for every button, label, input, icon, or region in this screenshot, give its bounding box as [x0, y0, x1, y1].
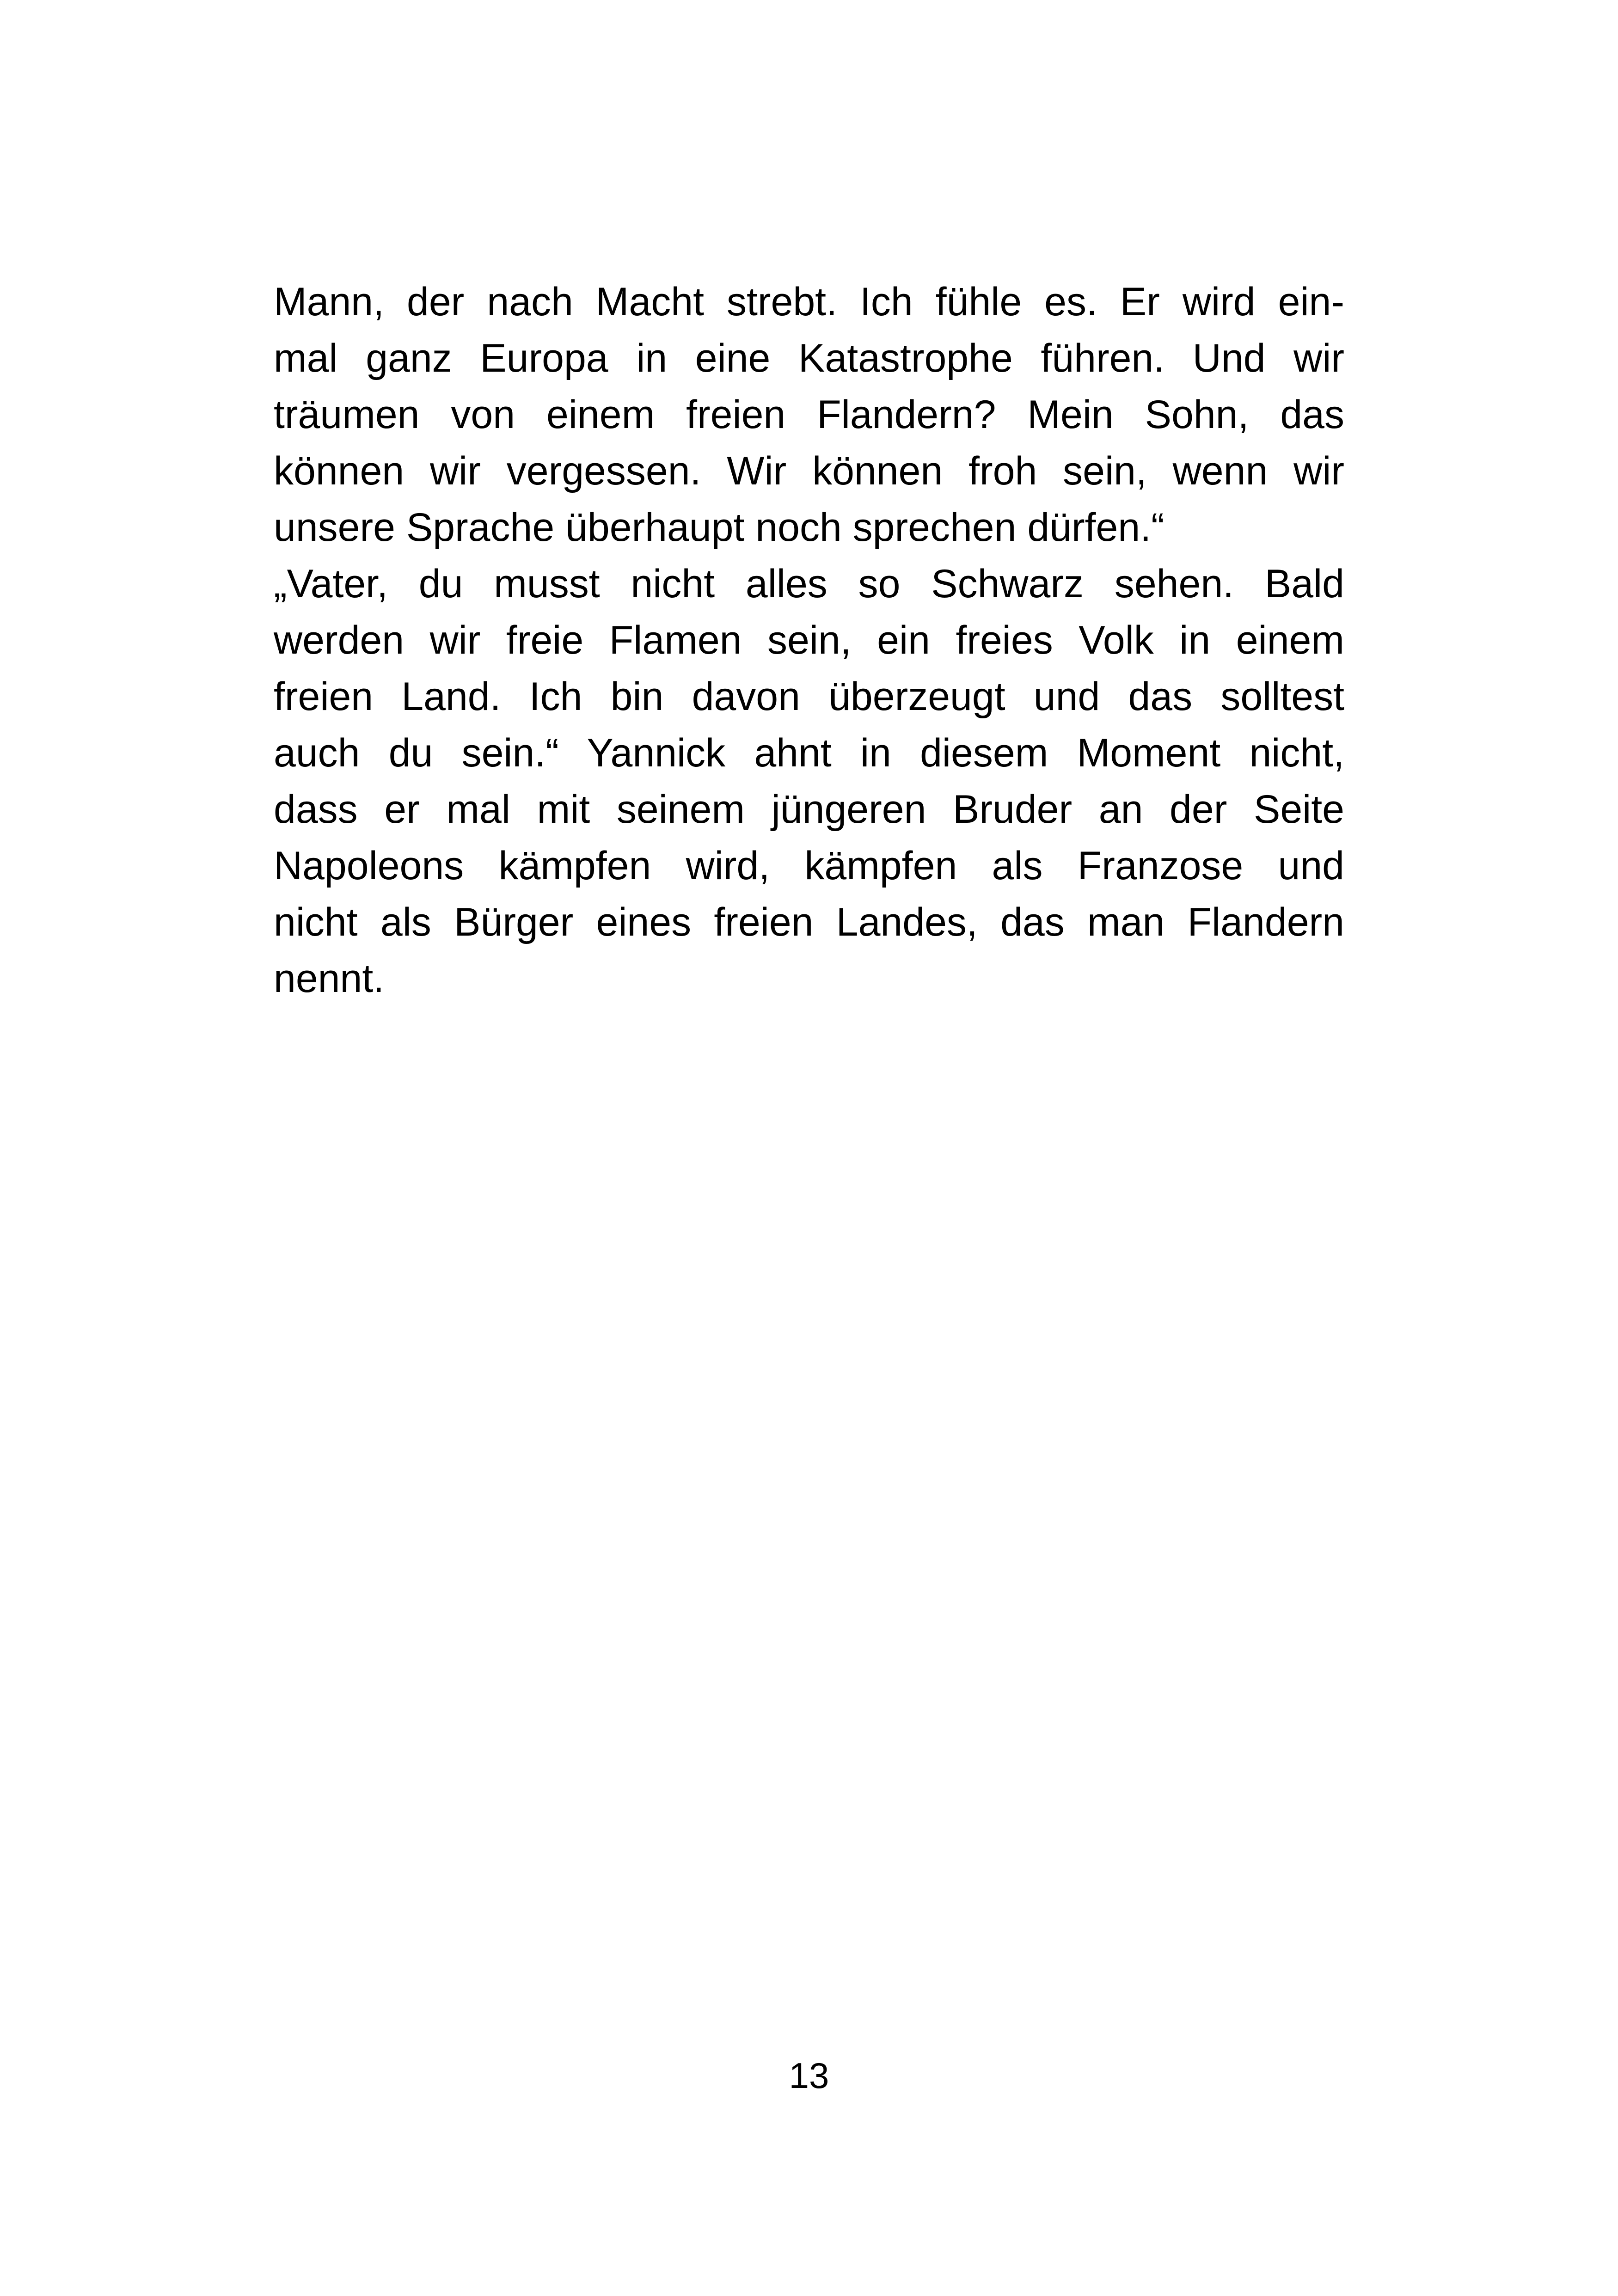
text-line: nicht als Bürger eines freien Landes, das man Flandern [274, 900, 1344, 944]
text-line: Mann, der nach Macht strebt. Ich fühle es. Er wird ein- [274, 280, 1344, 324]
text-line: Napoleons kämpfen wird, kämpfen als Franzose und [274, 844, 1344, 888]
text-line: träumen von einem freien Flandern? Mein Sohn, das [274, 392, 1344, 437]
text-line: auch du sein.“ Yannick ahnt in diesem Moment nicht, [274, 731, 1344, 775]
text-line: können wir vergessen. Wir können froh sein, wenn wir [274, 449, 1344, 493]
text-line: werden wir freie Flamen sein, ein freies Volk in einem [274, 618, 1344, 662]
text-line: nennt. [274, 956, 385, 1001]
body-text [274, 274, 1344, 1007]
text-line: mal ganz Europa in eine Katastrophe führen. Und wir [274, 336, 1344, 380]
text-line: dass er mal mit seinem jüngeren Bruder an der Seite [274, 787, 1344, 832]
text-line: unsere Sprache überhaupt noch sprechen dürfen.“ [274, 505, 1164, 550]
text-line: „Vater, du musst nicht alles so Schwarz sehen. Bald [274, 562, 1344, 606]
text-line: freien Land. Ich bin davon überzeugt und das solltest [274, 674, 1344, 719]
page-number: 13 [789, 2055, 829, 2096]
